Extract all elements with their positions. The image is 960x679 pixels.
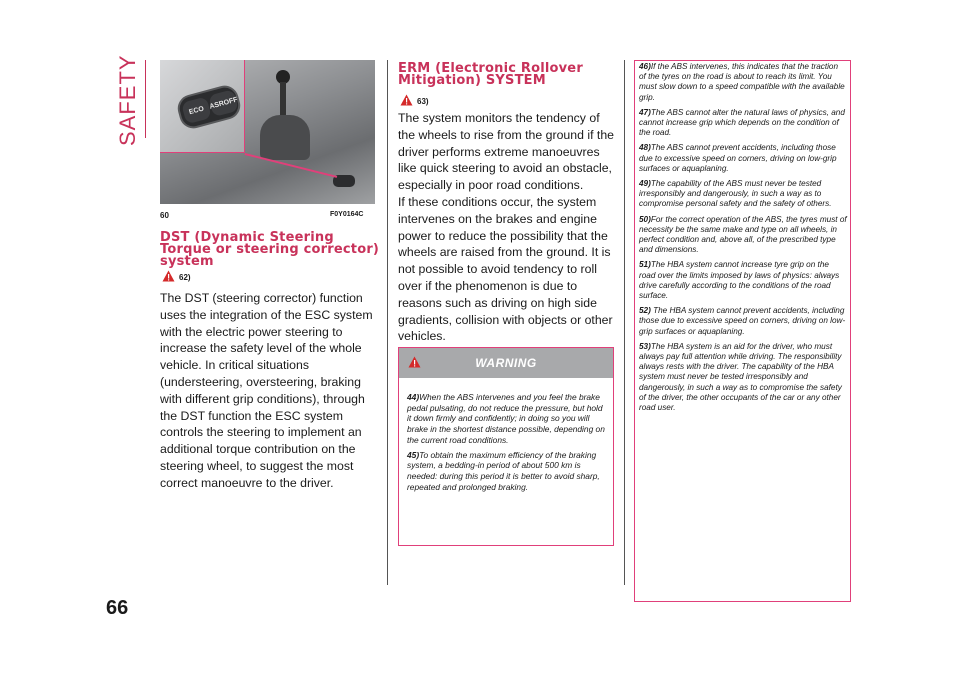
note-text: The capability of the ABS must never be tested irresponsibly and dangerously, in such a way as to compromise personal safety and the safety of others.	[639, 179, 832, 209]
note-text: The HBA system is an aid for the driver, who must always pay full attention while driving. The responsibility always rests with the driver. The capability of the HBA system must never be tested irresponsibly and dangerously, in such a way as to compromise the safety of the driver, the other occupants of the car or any other road user.	[639, 341, 842, 413]
note-number: 44)	[407, 392, 420, 402]
note-text: The HBA system cannot increase tyre grip on the road over the limits imposed by laws of physics: always drive carefully according to the conditions of the road surface.	[639, 260, 840, 301]
section-label: SAFETY	[115, 54, 140, 146]
section-divider	[145, 60, 146, 138]
warning-box	[398, 347, 614, 546]
eco-asr-switch	[175, 83, 244, 132]
note-item	[639, 143, 847, 174]
note-text: The ABS cannot prevent accidents, including those due to excessive speed on corners, driving on low-grip surfaces or aquaplaning.	[639, 143, 837, 173]
asr-label: ASR	[208, 99, 225, 111]
note-item	[639, 108, 847, 139]
note-text: The HBA system cannot prevent accidents, including those due to excessive speed on corners, driving on low-grip surfaces or aquaplaning.	[639, 306, 846, 336]
note-number: 48)	[639, 143, 651, 153]
note-number: 52)	[639, 306, 651, 316]
note-item	[639, 306, 847, 337]
warning-header	[399, 348, 613, 378]
warning-triangle-icon	[400, 94, 413, 106]
figure-inset	[160, 60, 245, 153]
warning-triangle-icon	[408, 356, 421, 368]
note-text: When the ABS intervenes and you feel the brake pedal pulsating, do not reduce the pressure, but hold it down firmly and confidently; in doing so you will brake in the shortest distance possible, depending on the current road conditions.	[407, 392, 605, 445]
note-number: 53)	[639, 341, 651, 351]
asr-off-button-label	[208, 89, 239, 117]
note-number: 50)	[639, 214, 651, 224]
eco-button-label: ECO	[181, 96, 212, 124]
note-item	[407, 392, 606, 446]
warning-title: WARNING	[475, 356, 537, 370]
erm-warning-ref-num: 63)	[417, 97, 429, 106]
figure-photo	[160, 60, 375, 204]
note-item	[639, 179, 847, 210]
page-number: 66	[106, 597, 129, 619]
dst-warning-ref	[162, 270, 191, 282]
note-text: If the ABS intervenes, this indicates that the traction of the tyres on the road is about to reach its limit. You must slow down to a speed compatible with the available grip.	[639, 62, 845, 102]
note-text: To obtain the maximum efficiency of the braking system, a bedding-in period of about 500 km is needed: during this period it is better to avoid sharp, repeated and prolonged braking.	[407, 449, 600, 492]
warning-notes	[399, 378, 613, 492]
figure-number: 60	[160, 211, 169, 220]
dst-warning-ref-num: 62)	[179, 273, 191, 282]
warning-triangle-icon	[162, 270, 175, 282]
dst-body: The DST (steering corrector) function uses the integration of the ESC system with the electric power steering to increase the safety level of the whole vehicle. In critical situations (understeering, oversteering, braking with different grip conditions), through the DST function the ESC system controls the steering to implement an additional torque contribution on the steering wheel, to suggest the most correct manoeuvre to the driver.	[160, 291, 373, 490]
erm-body	[398, 110, 618, 345]
note-item	[639, 215, 847, 256]
note-text: For the correct operation of the ABS, the tyres must of necessity be the same make and type on all wheels, in perfect condition and, above all, of the prescribed type and dimensions.	[639, 214, 847, 255]
erm-heading: ERM (Electronic Rollover Mitigation) SYSTEM	[398, 61, 583, 88]
dst-heading: DST (Dynamic Steering Torque or steering corrector) system	[160, 230, 380, 269]
erm-body-p1: The system monitors the tendency of the wheels to rise from the ground if the driver performs extreme manoeuvres like quick steering to avoid an obstacle, especially in poor road conditions.	[398, 111, 614, 193]
right-notes-box	[634, 60, 851, 602]
off-label: OFF	[222, 96, 239, 107]
note-number: 46)	[639, 62, 651, 71]
note-item	[639, 62, 847, 103]
note-number: 49)	[639, 179, 651, 189]
column-rule-2	[624, 60, 625, 585]
note-number: 51)	[639, 260, 651, 270]
figure-code: F0Y0164C	[330, 211, 364, 218]
note-text: The ABS cannot alter the natural laws of physics, and cannot increase grip which depends on the condition of the road.	[639, 107, 845, 138]
erm-warning-ref	[400, 94, 429, 106]
gear-boot	[260, 115, 310, 160]
column-rule-1	[387, 60, 388, 585]
note-number: 45)	[407, 449, 420, 460]
note-item	[639, 342, 847, 413]
erm-body-p2: If these conditions occur, the system intervenes on the brakes and engine power to reduce the possibility that the wheels are raised from the ground. It is not possible to avoid tendency to roll over if the phenomenon is due to reasons such as driving on high side gradients, collision with objects or other vehicles.	[398, 194, 613, 344]
note-item	[639, 260, 847, 301]
note-number: 47)	[639, 107, 651, 117]
note-item	[407, 450, 606, 493]
